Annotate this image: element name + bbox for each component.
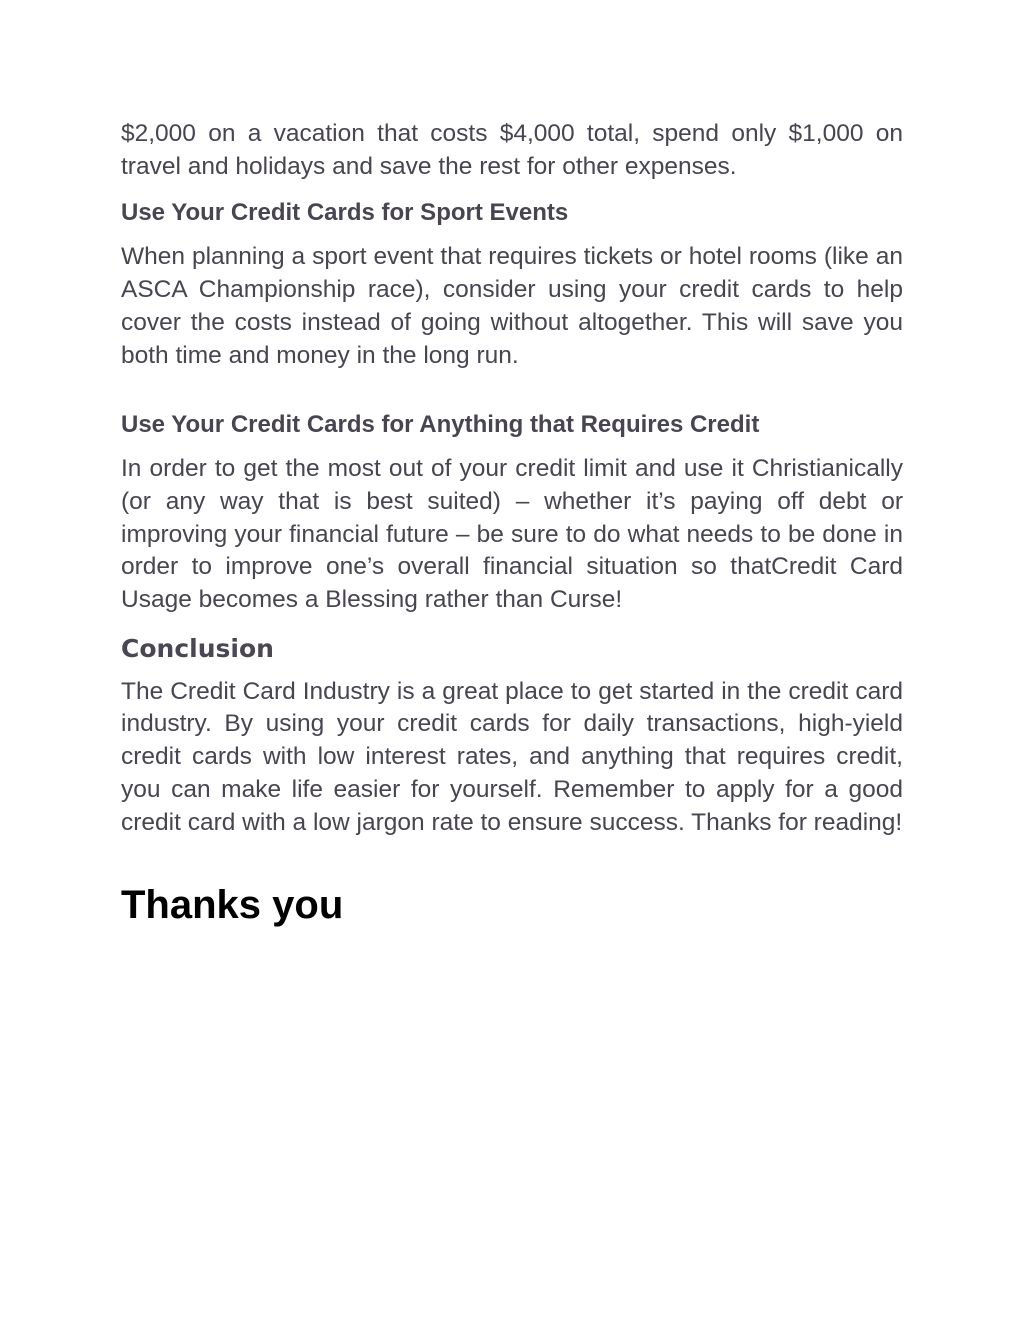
section-heading-requires-credit: Use Your Credit Cards for Anything that Requires Credit — [121, 411, 760, 439]
conclusion-body: The Credit Card Industry is a great place to get started in the credit card industry. By using your credit cards for daily transactions, high-yield credit cards with low interest rates, and anything that requires credit, you can make life easier for yourself. Remember to apply for a good credit card with a low jargon rate to ensure success. Thanks for reading! — [121, 677, 903, 836]
intro-paragraph: $2,000 on a vacation that costs $4,000 total, spend only $1,000 on travel and holidays and save the rest for other expenses. — [121, 120, 903, 180]
section-heading-sport-events: Use Your Credit Cards for Sport Events — [121, 199, 569, 227]
document-page — [121, 118, 903, 928]
section-body-sport-events: When planning a sport event that requires tickets or hotel rooms (like an ASCA Championship race), consider using your credit cards to help cover the costs instead of going without altogether. This will save you both time and money in the long run. — [121, 243, 903, 369]
conclusion-heading: Conclusion — [121, 633, 274, 663]
section-body-requires-credit: In order to get the most out of your credit limit and use it Christianically (or any way that is best suited) – whether it’s paying off debt or improving your financial future – be sure to do what needs to be done in order to improve one’s overall financial situation so thatCredit Card Usage becomes a Blessing rather than Curse! — [121, 455, 903, 614]
closing-title: Thanks you — [121, 883, 344, 928]
